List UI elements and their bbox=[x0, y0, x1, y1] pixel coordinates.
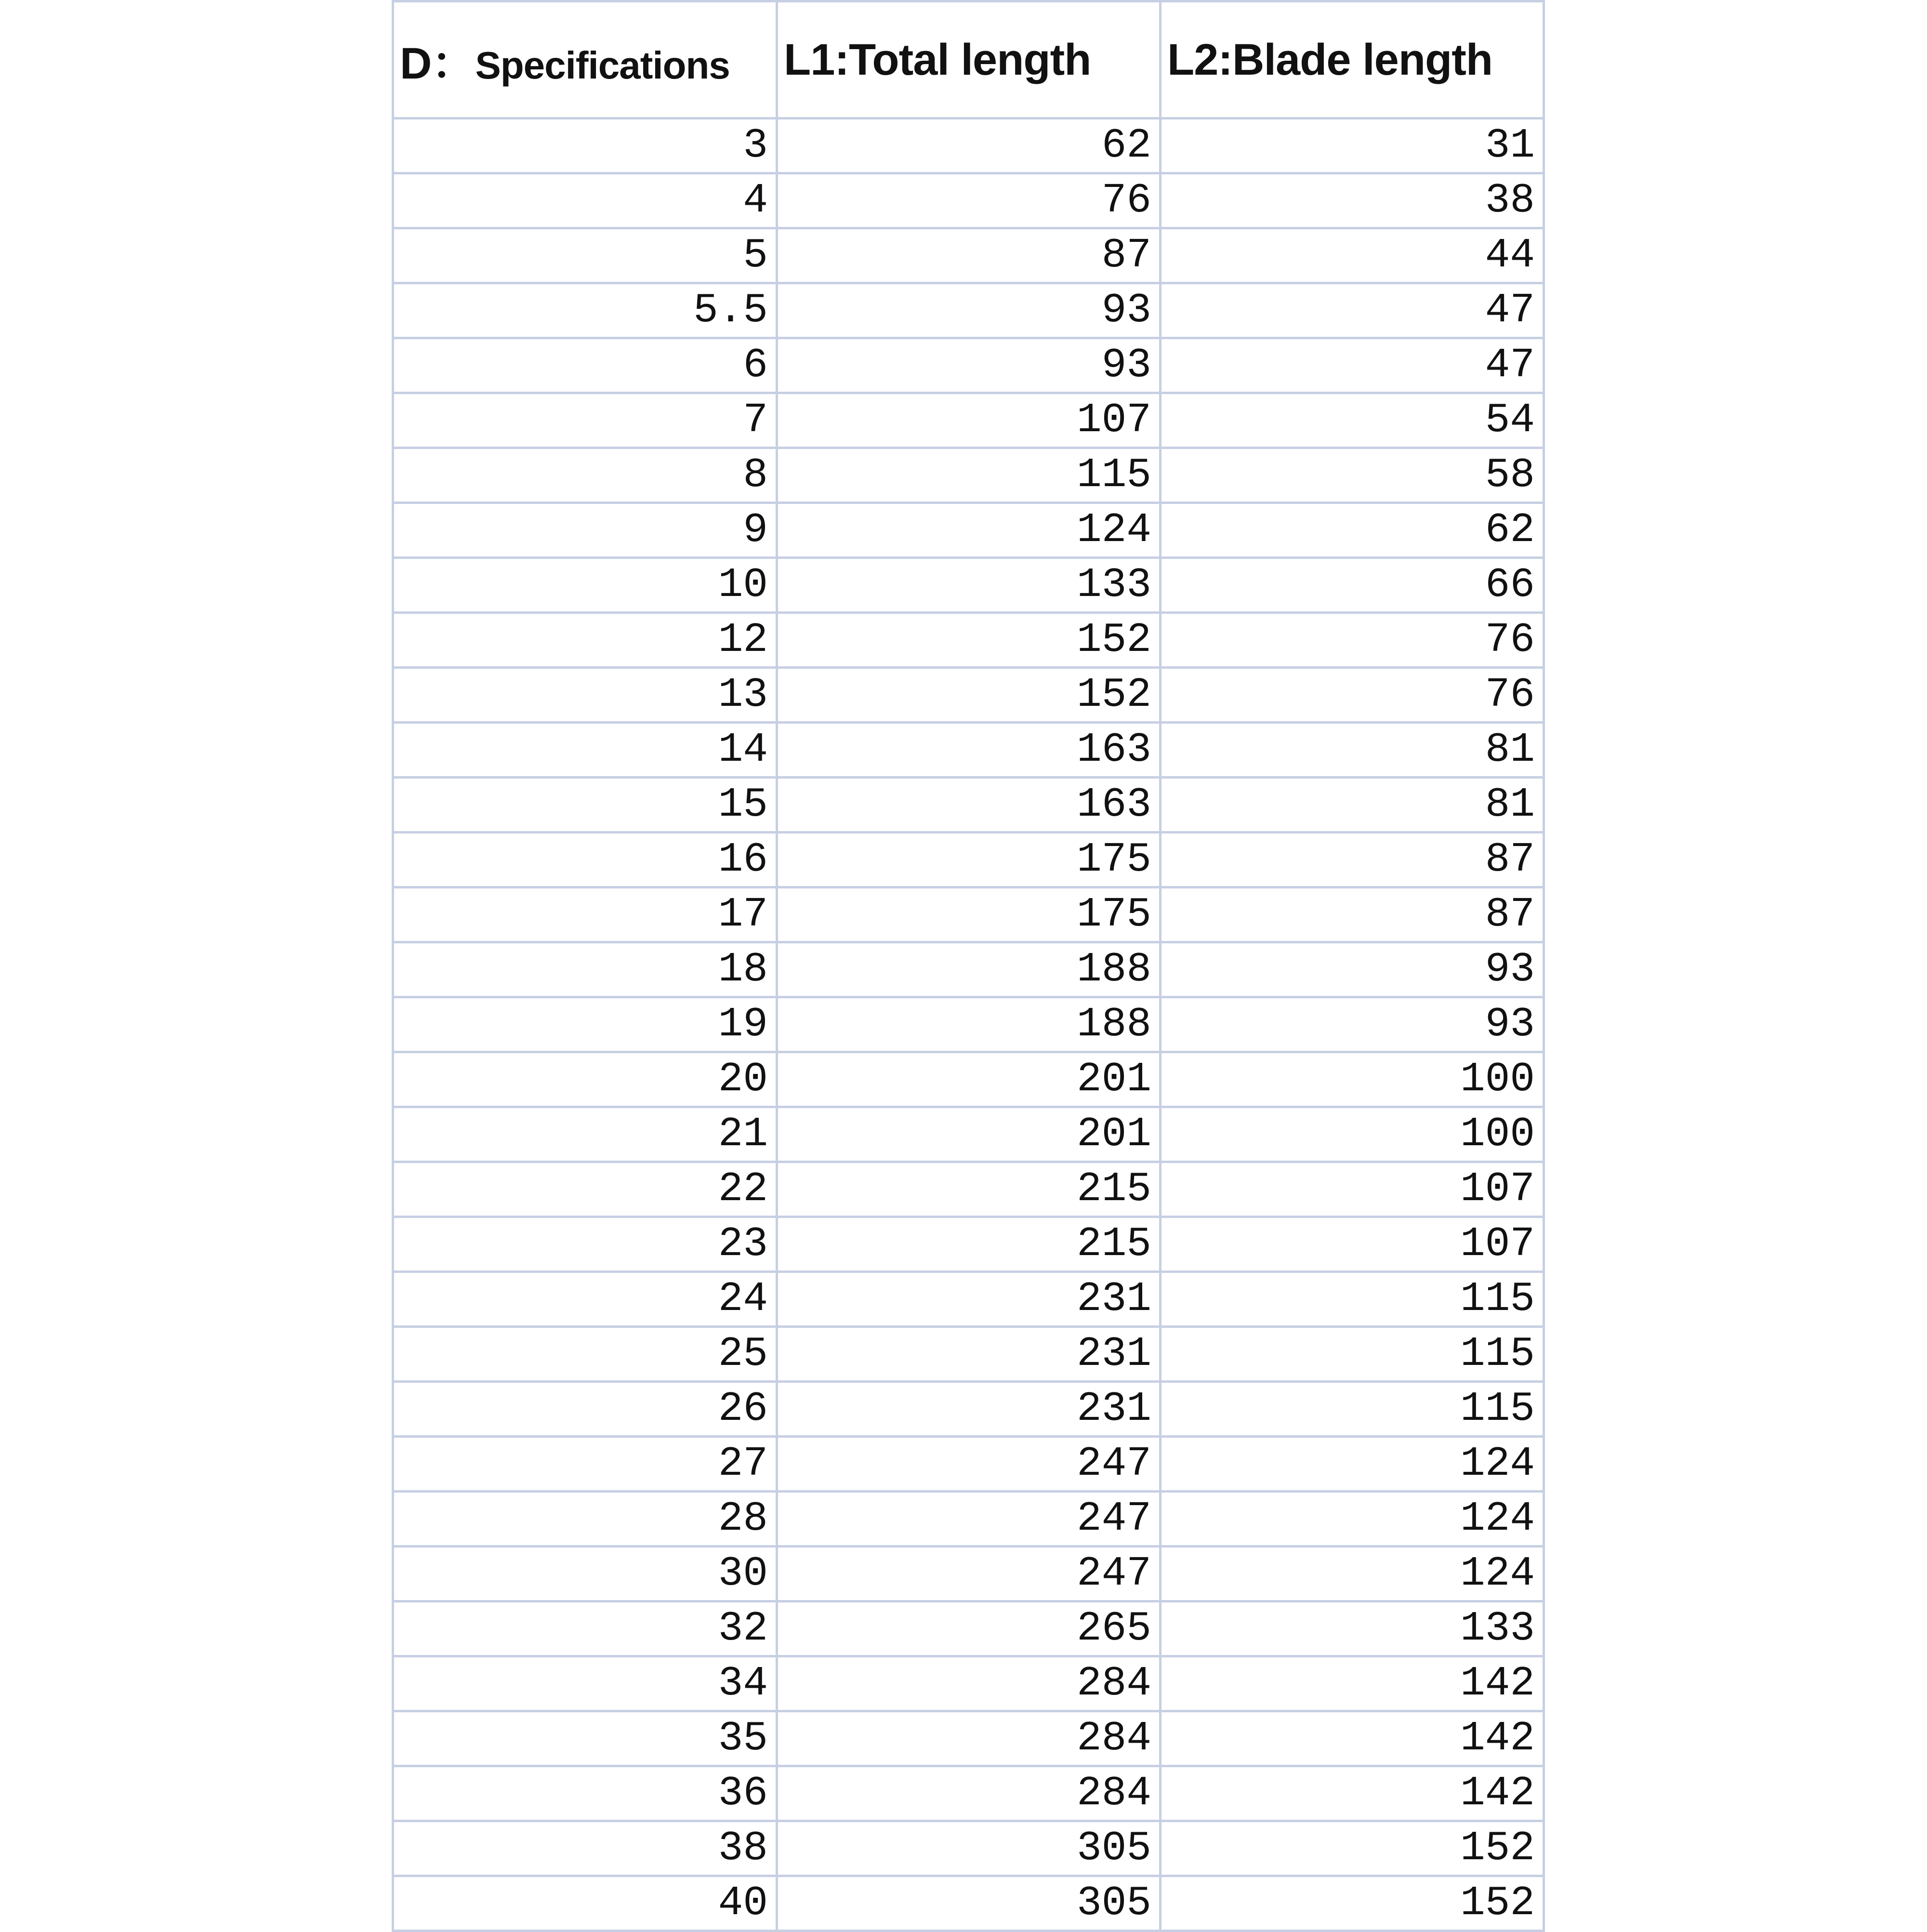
cell-l1-total-length: 265 bbox=[777, 1601, 1161, 1656]
cell-d-specification: 6 bbox=[393, 338, 777, 393]
table-row bbox=[393, 1217, 1544, 1272]
table-row bbox=[393, 1711, 1544, 1766]
cell-l2-blade-length: 62 bbox=[1161, 503, 1544, 558]
cell-l2-blade-length: 38 bbox=[1161, 173, 1544, 228]
cell-l1-total-length: 201 bbox=[777, 1052, 1161, 1107]
table-row bbox=[393, 119, 1544, 173]
cell-l2-blade-length: 124 bbox=[1161, 1492, 1544, 1547]
cell-l1-total-length: 115 bbox=[777, 448, 1161, 503]
cell-l1-total-length: 305 bbox=[777, 1821, 1161, 1876]
spec-sheet bbox=[392, 0, 1543, 1927]
cell-l1-total-length: 93 bbox=[777, 283, 1161, 338]
table-row bbox=[393, 173, 1544, 228]
cell-d-specification: 3 bbox=[393, 119, 777, 173]
cell-d-specification: 24 bbox=[393, 1272, 777, 1327]
cell-d-specification: 28 bbox=[393, 1492, 777, 1547]
cell-d-specification: 35 bbox=[393, 1711, 777, 1766]
cell-l2-blade-length: 54 bbox=[1161, 393, 1544, 448]
cell-l2-blade-length: 81 bbox=[1161, 778, 1544, 833]
cell-l2-blade-length: 100 bbox=[1161, 1107, 1544, 1162]
cell-l1-total-length: 305 bbox=[777, 1876, 1161, 1931]
table-row bbox=[393, 1382, 1544, 1437]
header-d-label: Specifications bbox=[475, 44, 730, 87]
cell-d-specification: 13 bbox=[393, 668, 777, 723]
table-row bbox=[393, 887, 1544, 942]
cell-d-specification: 34 bbox=[393, 1656, 777, 1711]
cell-l1-total-length: 284 bbox=[777, 1766, 1161, 1821]
header-l2-blade-length: L2:Blade length bbox=[1161, 1, 1544, 119]
table-row bbox=[393, 228, 1544, 283]
table-row bbox=[393, 1656, 1544, 1711]
cell-d-specification: 32 bbox=[393, 1601, 777, 1656]
cell-l1-total-length: 62 bbox=[777, 119, 1161, 173]
cell-l2-blade-length: 58 bbox=[1161, 448, 1544, 503]
cell-l2-blade-length: 142 bbox=[1161, 1711, 1544, 1766]
cell-l1-total-length: 201 bbox=[777, 1107, 1161, 1162]
table-row bbox=[393, 778, 1544, 833]
table-row bbox=[393, 283, 1544, 338]
cell-l1-total-length: 231 bbox=[777, 1327, 1161, 1382]
cell-l1-total-length: 215 bbox=[777, 1162, 1161, 1217]
cell-l1-total-length: 284 bbox=[777, 1656, 1161, 1711]
cell-d-specification: 7 bbox=[393, 393, 777, 448]
table-row bbox=[393, 1437, 1544, 1492]
cell-d-specification: 19 bbox=[393, 997, 777, 1052]
cell-l2-blade-length: 115 bbox=[1161, 1382, 1544, 1437]
table-row bbox=[393, 1821, 1544, 1876]
table-row bbox=[393, 1272, 1544, 1327]
cell-l1-total-length: 231 bbox=[777, 1382, 1161, 1437]
table-row bbox=[393, 1876, 1544, 1931]
cell-l2-blade-length: 142 bbox=[1161, 1766, 1544, 1821]
cell-l2-blade-length: 87 bbox=[1161, 887, 1544, 942]
cell-l1-total-length: 188 bbox=[777, 997, 1161, 1052]
cell-d-specification: 18 bbox=[393, 942, 777, 997]
cell-l1-total-length: 93 bbox=[777, 338, 1161, 393]
cell-l1-total-length: 76 bbox=[777, 173, 1161, 228]
table-row bbox=[393, 613, 1544, 668]
cell-l1-total-length: 163 bbox=[777, 723, 1161, 778]
table-row bbox=[393, 723, 1544, 778]
table-row bbox=[393, 942, 1544, 997]
cell-l1-total-length: 133 bbox=[777, 558, 1161, 613]
header-row bbox=[393, 1, 1544, 119]
cell-l2-blade-length: 44 bbox=[1161, 228, 1544, 283]
cell-d-specification: 5 bbox=[393, 228, 777, 283]
cell-l2-blade-length: 93 bbox=[1161, 997, 1544, 1052]
cell-l2-blade-length: 124 bbox=[1161, 1547, 1544, 1601]
cell-d-specification: 12 bbox=[393, 613, 777, 668]
cell-d-specification: 27 bbox=[393, 1437, 777, 1492]
table-row bbox=[393, 448, 1544, 503]
cell-d-specification: 22 bbox=[393, 1162, 777, 1217]
cell-l2-blade-length: 81 bbox=[1161, 723, 1544, 778]
cell-l2-blade-length: 47 bbox=[1161, 283, 1544, 338]
cell-l1-total-length: 215 bbox=[777, 1217, 1161, 1272]
cell-d-specification: 21 bbox=[393, 1107, 777, 1162]
cell-l1-total-length: 124 bbox=[777, 503, 1161, 558]
cell-d-specification: 25 bbox=[393, 1327, 777, 1382]
cell-l1-total-length: 231 bbox=[777, 1272, 1161, 1327]
cell-l1-total-length: 152 bbox=[777, 613, 1161, 668]
specifications-table bbox=[392, 0, 1545, 1932]
cell-l2-blade-length: 115 bbox=[1161, 1272, 1544, 1327]
table-row bbox=[393, 1327, 1544, 1382]
cell-l2-blade-length: 100 bbox=[1161, 1052, 1544, 1107]
cell-l2-blade-length: 87 bbox=[1161, 833, 1544, 887]
table-row bbox=[393, 393, 1544, 448]
table-row bbox=[393, 997, 1544, 1052]
cell-d-specification: 5.5 bbox=[393, 283, 777, 338]
table-row bbox=[393, 1547, 1544, 1601]
cell-l2-blade-length: 76 bbox=[1161, 613, 1544, 668]
cell-l2-blade-length: 31 bbox=[1161, 119, 1544, 173]
table-row bbox=[393, 1601, 1544, 1656]
cell-l1-total-length: 163 bbox=[777, 778, 1161, 833]
cell-d-specification: 30 bbox=[393, 1547, 777, 1601]
cell-l1-total-length: 175 bbox=[777, 887, 1161, 942]
table-body bbox=[393, 119, 1544, 1931]
header-l1-total-length: L1:Total length bbox=[777, 1, 1161, 119]
cell-l2-blade-length: 107 bbox=[1161, 1217, 1544, 1272]
table-row bbox=[393, 1766, 1544, 1821]
cell-d-specification: 4 bbox=[393, 173, 777, 228]
table-row bbox=[393, 338, 1544, 393]
cell-l1-total-length: 247 bbox=[777, 1437, 1161, 1492]
cell-l1-total-length: 247 bbox=[777, 1492, 1161, 1547]
table-row bbox=[393, 1162, 1544, 1217]
cell-d-specification: 17 bbox=[393, 887, 777, 942]
header-d-specifications bbox=[393, 1, 777, 119]
cell-l1-total-length: 152 bbox=[777, 668, 1161, 723]
table-row bbox=[393, 1107, 1544, 1162]
cell-l1-total-length: 87 bbox=[777, 228, 1161, 283]
cell-l2-blade-length: 142 bbox=[1161, 1656, 1544, 1711]
header-d-prefix: D： bbox=[400, 39, 475, 88]
cell-l2-blade-length: 133 bbox=[1161, 1601, 1544, 1656]
cell-d-specification: 15 bbox=[393, 778, 777, 833]
cell-l1-total-length: 175 bbox=[777, 833, 1161, 887]
table-row bbox=[393, 503, 1544, 558]
cell-d-specification: 8 bbox=[393, 448, 777, 503]
cell-l1-total-length: 107 bbox=[777, 393, 1161, 448]
cell-d-specification: 23 bbox=[393, 1217, 777, 1272]
cell-l2-blade-length: 93 bbox=[1161, 942, 1544, 997]
cell-d-specification: 20 bbox=[393, 1052, 777, 1107]
cell-l2-blade-length: 76 bbox=[1161, 668, 1544, 723]
table-row bbox=[393, 1492, 1544, 1547]
cell-l2-blade-length: 66 bbox=[1161, 558, 1544, 613]
cell-l2-blade-length: 47 bbox=[1161, 338, 1544, 393]
table-row bbox=[393, 558, 1544, 613]
cell-l2-blade-length: 152 bbox=[1161, 1876, 1544, 1931]
cell-l1-total-length: 284 bbox=[777, 1711, 1161, 1766]
cell-d-specification: 36 bbox=[393, 1766, 777, 1821]
cell-d-specification: 40 bbox=[393, 1876, 777, 1931]
cell-l2-blade-length: 115 bbox=[1161, 1327, 1544, 1382]
table-row bbox=[393, 1052, 1544, 1107]
table-row bbox=[393, 833, 1544, 887]
cell-d-specification: 16 bbox=[393, 833, 777, 887]
cell-l2-blade-length: 124 bbox=[1161, 1437, 1544, 1492]
cell-l1-total-length: 188 bbox=[777, 942, 1161, 997]
cell-d-specification: 26 bbox=[393, 1382, 777, 1437]
cell-l2-blade-length: 152 bbox=[1161, 1821, 1544, 1876]
cell-d-specification: 9 bbox=[393, 503, 777, 558]
cell-l2-blade-length: 107 bbox=[1161, 1162, 1544, 1217]
cell-l1-total-length: 247 bbox=[777, 1547, 1161, 1601]
cell-d-specification: 14 bbox=[393, 723, 777, 778]
cell-d-specification: 10 bbox=[393, 558, 777, 613]
table-row bbox=[393, 668, 1544, 723]
cell-d-specification: 38 bbox=[393, 1821, 777, 1876]
